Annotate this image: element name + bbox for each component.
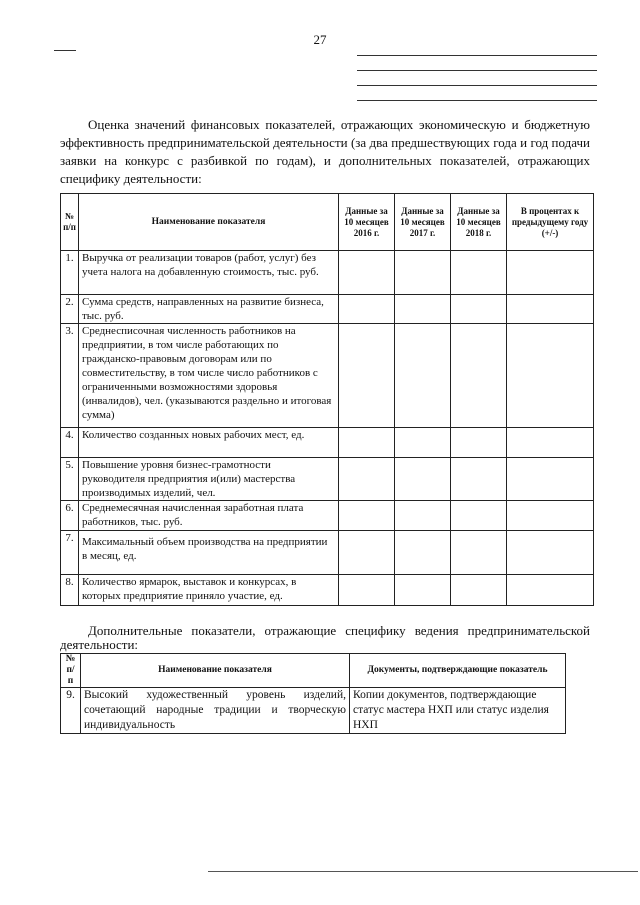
cell-percent[interactable] <box>507 428 594 458</box>
row-name: Выручка от реализации товаров (работ, услуг) без учета налога на добавленную стоимость, тыс. руб. <box>79 251 339 295</box>
cell-2018[interactable] <box>451 501 507 531</box>
cell-percent[interactable] <box>507 501 594 531</box>
cell-percent[interactable] <box>507 251 594 295</box>
cell-percent[interactable] <box>507 575 594 606</box>
header-2016: Данные за 10 месяцев 2016 г. <box>339 194 395 251</box>
header-num: № п/п <box>61 654 81 688</box>
cell-2016[interactable] <box>339 501 395 531</box>
header-num: № п/п <box>61 194 79 251</box>
header-2018: Данные за 10 месяцев 2018 г. <box>451 194 507 251</box>
signature-line-4 <box>357 100 597 101</box>
cell-2017[interactable] <box>395 575 451 606</box>
signature-line-3 <box>357 85 597 86</box>
financial-indicators-table <box>60 193 594 606</box>
table-row <box>61 501 594 531</box>
row-num: 8. <box>61 575 79 606</box>
row-name: Среднесписочная численность работников на предприятии, в том числе работающих по гражданско-правовым договорам или по совместительству, в том числе число работников с ограниченными возможностями здоровья (инвалидов), чел. (указываются раздельно и итоговая сумма) <box>79 324 339 428</box>
cell-2016[interactable] <box>339 295 395 324</box>
cell-2018[interactable] <box>451 295 507 324</box>
row-num: 5. <box>61 458 79 501</box>
cell-2016[interactable] <box>339 575 395 606</box>
footer-line <box>208 871 638 872</box>
table-row <box>61 428 594 458</box>
table-row <box>61 295 594 324</box>
table-row <box>61 458 594 501</box>
cell-2017[interactable] <box>395 324 451 428</box>
row-num: 6. <box>61 501 79 531</box>
cell-percent[interactable] <box>507 295 594 324</box>
cell-2016[interactable] <box>339 251 395 295</box>
table-header-row <box>61 654 566 688</box>
cell-2018[interactable] <box>451 324 507 428</box>
signature-line-2 <box>357 70 597 71</box>
cell-percent[interactable] <box>507 458 594 501</box>
cell-2017[interactable] <box>395 251 451 295</box>
row-num: 9. <box>61 688 81 734</box>
cell-2018[interactable] <box>451 458 507 501</box>
header-name: Наименование показателя <box>81 654 350 688</box>
row-num: 2. <box>61 295 79 324</box>
row-name: Сумма средств, направленных на развитие бизнеса, тыс. руб. <box>79 295 339 324</box>
row-name: Количество ярмарок, выставок и конкурсах, в которых предприятие приняло участие, ед. <box>79 575 339 606</box>
signature-line-1 <box>357 55 597 56</box>
additional-indicators-paragraph: Дополнительные показатели, отражающие специфику ведения предпринимательской деятельности: <box>60 623 590 652</box>
row-name: Максимальный объем производства на предприятии в месяц, ед. <box>79 531 339 575</box>
table-row <box>61 688 566 734</box>
row-num: 3. <box>61 324 79 428</box>
cell-2018[interactable] <box>451 428 507 458</box>
table-row <box>61 531 594 575</box>
header-dash <box>54 50 76 51</box>
additional-indicators-table <box>60 653 566 734</box>
cell-2018[interactable] <box>451 575 507 606</box>
header-name: Наименование показателя <box>79 194 339 251</box>
cell-2017[interactable] <box>395 428 451 458</box>
cell-2016[interactable] <box>339 458 395 501</box>
row-num: 4. <box>61 428 79 458</box>
table-row <box>61 324 594 428</box>
cell-2017[interactable] <box>395 295 451 324</box>
intro-paragraph: Оценка значений финансовых показателей, отражающих экономическую и бюджетную эффективность предпринимательской деятельности (за два предшествующих года и год подачи заявки на конкурс с разбивкой по годам), и дополнительных показателей, отражающих специфику деятельности: <box>60 117 590 186</box>
row-name: Среднемесячная начисленная заработная плата работников, тыс. руб. <box>79 501 339 531</box>
cell-2017[interactable] <box>395 501 451 531</box>
table-row <box>61 251 594 295</box>
header-percent: В процентах к предыдущему году (+/-) <box>507 194 594 251</box>
row-name: Количество созданных новых рабочих мест, ед. <box>79 428 339 458</box>
header-2017: Данные за 10 месяцев 2017 г. <box>395 194 451 251</box>
cell-2018[interactable] <box>451 531 507 575</box>
cell-2017[interactable] <box>395 458 451 501</box>
row-name: Повышение уровня бизнес-грамотности руководителя предприятия и(или) мастерства производимых изделий, чел. <box>79 458 339 501</box>
row-documents: Копии документов, подтверждающие статус мастера НХП или статус изделия НХП <box>350 688 566 734</box>
page-number: 27 <box>313 32 327 47</box>
row-num: 7. <box>61 531 79 575</box>
table-row <box>61 575 594 606</box>
row-name: Высокий художественный уровень изделий, сочетающий народные традиции и творческую индивидуальность <box>81 688 350 734</box>
cell-2018[interactable] <box>451 251 507 295</box>
cell-2016[interactable] <box>339 531 395 575</box>
cell-2016[interactable] <box>339 324 395 428</box>
header-documents: Документы, подтверждающие показатель <box>350 654 566 688</box>
cell-2016[interactable] <box>339 428 395 458</box>
cell-percent[interactable] <box>507 531 594 575</box>
cell-percent[interactable] <box>507 324 594 428</box>
row-num: 1. <box>61 251 79 295</box>
table-header-row <box>61 194 594 251</box>
cell-2017[interactable] <box>395 531 451 575</box>
